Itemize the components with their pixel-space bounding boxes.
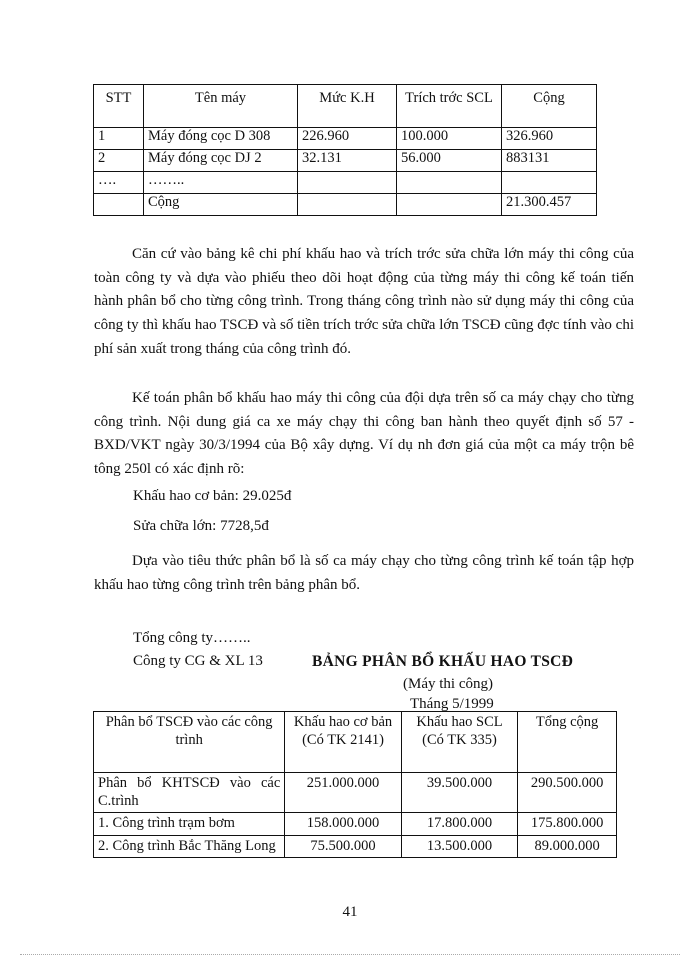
- report-month: Tháng 5/1999: [410, 696, 494, 712]
- table-header-row: [94, 85, 597, 128]
- depreciation-allocation-table: [93, 711, 617, 858]
- table-cell: [397, 172, 502, 194]
- table-cell: 2. Công trình Bắc Thăng Long: [94, 835, 285, 858]
- paragraph-text: Dựa vào tiêu thức phân bổ là số ca máy chạy cho từng công trình kế toán tập hợp khấu hao từng công trình trên bảng phân bổ.: [94, 553, 634, 593]
- table-cell: ……..: [144, 172, 298, 194]
- table-cell: 1. Công trình trạm bơm: [94, 813, 285, 836]
- report-title: BẢNG PHÂN BỔ KHẤU HAO TSCĐ: [312, 653, 574, 670]
- table-cell: [298, 172, 397, 194]
- table-total-row: [94, 194, 597, 216]
- table-cell: Máy đóng cọc DJ 2: [144, 150, 298, 172]
- table-cell: 21.300.457: [502, 194, 597, 216]
- table-cell: 17.800.000: [401, 813, 517, 836]
- paragraph-2: [94, 387, 634, 482]
- header-cell: Cộng: [502, 85, 597, 128]
- page-divider: [20, 954, 680, 955]
- header-cell: Khấu hao cơ bản (Có TK 2141): [285, 712, 402, 773]
- table-cell: 883131: [502, 150, 597, 172]
- table-row: [94, 773, 617, 813]
- paragraph-text: Kế toán phân bổ khấu hao máy thi công của đội dựa trên số ca máy chạy cho từng công trình. Nội dung giá ca xe máy chạy thi công ban hành theo quyết định số 57 - BXD/VKT ngày 30/3/1994 của Bộ xây dựng. Ví dụ nh đơn giá của một ca máy trộn bê tông 250l có xác định rõ:: [94, 390, 634, 478]
- paragraph-text: Căn cứ vào bảng kê chi phí khấu hao và trích trớc sửa chữa lớn máy thi công của toàn công ty và dựa vào phiếu theo dõi hoạt động của từng máy thi công kế toán tiến hành phân bổ cho từng công trình. Trong tháng công trình nào sử dụng máy thi công của công ty thì khấu hao TSCĐ và số tiền trích trớc sửa chữa lớn TSCĐ cũng đợc tính vào chi phí sản xuất trong tháng của công trình đó.: [94, 246, 634, 357]
- company-name: Công ty CG & XL 13: [133, 653, 263, 669]
- table-row: [94, 128, 597, 150]
- paragraph-3: [94, 550, 634, 597]
- table-cell: 251.000.000: [285, 773, 402, 813]
- header-cell: Phân bổ TSCĐ vào các công trình: [94, 712, 285, 773]
- table-cell: [502, 172, 597, 194]
- repair-line: Sửa chữa lớn: 7728,5đ: [133, 518, 269, 534]
- table-cell: Cộng: [144, 194, 298, 216]
- table-row: [94, 835, 617, 858]
- table-cell: 100.000: [397, 128, 502, 150]
- table-cell: 158.000.000: [285, 813, 402, 836]
- table-row: [94, 172, 597, 194]
- page-number: 41: [342, 904, 358, 920]
- table-cell: 89.000.000: [518, 835, 617, 858]
- table-cell: [298, 194, 397, 216]
- table-cell: 75.500.000: [285, 835, 402, 858]
- table-row: [94, 150, 597, 172]
- header-cell: STT: [94, 85, 144, 128]
- header-cell: Khấu hao SCL (Có TK 335): [401, 712, 517, 773]
- table-cell: 1: [94, 128, 144, 150]
- table-cell: 56.000: [397, 150, 502, 172]
- table-cell: Máy đóng cọc D 308: [144, 128, 298, 150]
- table-row: [94, 813, 617, 836]
- table-cell: [397, 194, 502, 216]
- table-cell: 226.960: [298, 128, 397, 150]
- report-subtitle: (Máy thi công): [403, 676, 493, 692]
- table-cell: 13.500.000: [401, 835, 517, 858]
- table-cell: 39.500.000: [401, 773, 517, 813]
- header-cell: Tổng cộng: [518, 712, 617, 773]
- depreciation-line: Khấu hao cơ bản: 29.025đ: [133, 488, 292, 504]
- header-cell: Mức K.H: [298, 85, 397, 128]
- table-cell: ….: [94, 172, 144, 194]
- table-cell: 326.960: [502, 128, 597, 150]
- parent-company: Tổng công ty……..: [133, 630, 251, 646]
- table-cell: 32.131: [298, 150, 397, 172]
- table-cell: [94, 194, 144, 216]
- header-cell: Trích trớc SCL: [397, 85, 502, 128]
- table-cell: Phân bổ KHTSCĐ vào các C.trình: [94, 773, 285, 813]
- table-cell: 2: [94, 150, 144, 172]
- header-cell: Tên máy: [144, 85, 298, 128]
- table-header-row: [94, 712, 617, 773]
- machine-cost-table: [93, 84, 597, 216]
- table-cell: 290.500.000: [518, 773, 617, 813]
- paragraph-1: [94, 243, 634, 362]
- table-cell: 175.800.000: [518, 813, 617, 836]
